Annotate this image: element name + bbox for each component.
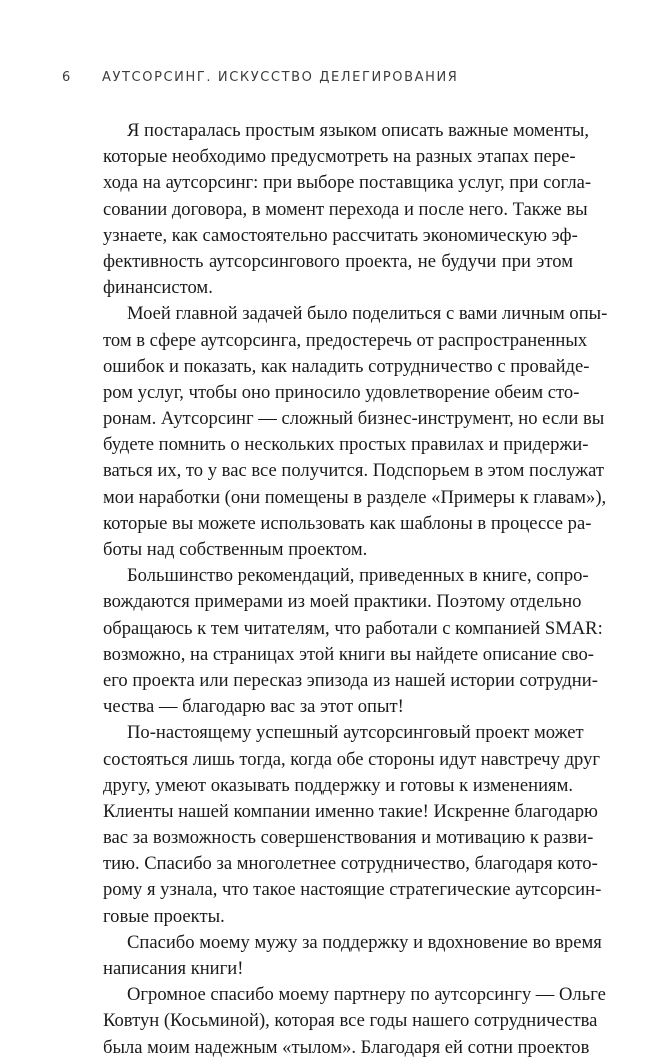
text-line: возможно, на страницах этой книги вы найдете описание сво-: [103, 643, 594, 665]
text-line: ром услуг, чтобы оно приносило удовлетворение обеим сто-: [103, 381, 580, 403]
text-line: хода на аутсорсинг: при выборе поставщика услуг, при согла-: [103, 172, 592, 194]
text-line: другу, умеют оказывать поддержку и готовы к изменениям.: [103, 774, 573, 796]
text-line: обращаюсь к тем читателям, что работали с компанией SMAR:: [103, 617, 603, 639]
text-line: тию. Спасибо за многолетнее сотрудничество, благодаря кото-: [103, 853, 598, 875]
text-line: которые вы можете использовать как шаблоны в процессе ра-: [103, 512, 592, 534]
text-line: Спасибо моему мужу за поддержку и вдохновение во время: [127, 931, 602, 953]
text-line: По-настоящему успешный аутсорсинговый проект может: [127, 722, 584, 744]
text-line: Клиенты нашей компании именно такие! Искренне благодарю: [103, 800, 598, 822]
text-line: боты над собственным проектом.: [103, 539, 368, 560]
text-line: фективность аутсорсингового проекта, не будучи при этом: [103, 250, 573, 272]
text-line: его проекта или пересказ эпизода из нашей истории сотрудни-: [103, 669, 598, 691]
text-line: Ковтун (Косьминой), которая все годы нашего сотрудничества: [103, 1010, 598, 1032]
text-line: вас за возможность совершенствования и мотивацию к разви-: [103, 827, 594, 849]
text-line: мои наработки (они помещены в разделе «Примеры к главам»),: [103, 486, 607, 508]
text-line: которые необходимо предусмотреть на разных этапах пере-: [103, 146, 576, 168]
text-line: состояться лишь тогда, когда обе стороны идут навстречу друг: [103, 748, 601, 770]
text-line: рому я узнала, что такое настоящие стратегические аутсорсин-: [103, 879, 602, 901]
text-line: узнаете, как самостоятельно рассчитать экономическую эф-: [103, 224, 578, 246]
text-line: ошибок и показать, как наладить сотрудничество с провайде-: [103, 355, 590, 377]
text-line: финансистом.: [103, 277, 213, 299]
text-line: совании договора, в момент перехода и после него. Также вы: [103, 198, 588, 220]
text-line: том в сфере аутсорсинга, предостеречь от распространенных: [103, 329, 588, 351]
text-line: Большинство рекомендаций, приведенных в книге, сопро-: [127, 565, 589, 587]
text-line: Огромное спасибо моему партнеру по аутсорсингу — Ольге: [127, 984, 606, 1006]
page-number: 6: [62, 70, 72, 85]
text-line: говые проекты.: [103, 905, 225, 927]
running-header: [62, 70, 622, 90]
text-line: вождаются примерами из моей практики. Поэтому отдельно: [103, 591, 582, 613]
text-line: написания книги!: [103, 958, 244, 979]
text-line: ваться их, то у вас все получится. Подспорьем в этом послужат: [103, 460, 605, 482]
text-line: чества — благодарю вас за этот опыт!: [103, 696, 404, 718]
text-line: была моим надежным «тылом». Благодаря ей сотни проектов: [103, 1036, 590, 1058]
running-title: АУТСОРСИНГ. ИСКУССТВО ДЕЛЕГИРОВАНИЯ: [102, 70, 459, 85]
text-line: Моей главной задачей было поделиться с вами личным опы-: [127, 303, 608, 325]
text-line: ронам. Аутсорсинг — сложный бизнес-инструмент, но если вы: [103, 408, 605, 430]
text-line: будете помнить о нескольких простых правилах и придержи-: [103, 434, 589, 456]
body-text: [103, 118, 608, 1061]
text-line: Я постаралась простым языком описать важные моменты,: [127, 120, 590, 141]
